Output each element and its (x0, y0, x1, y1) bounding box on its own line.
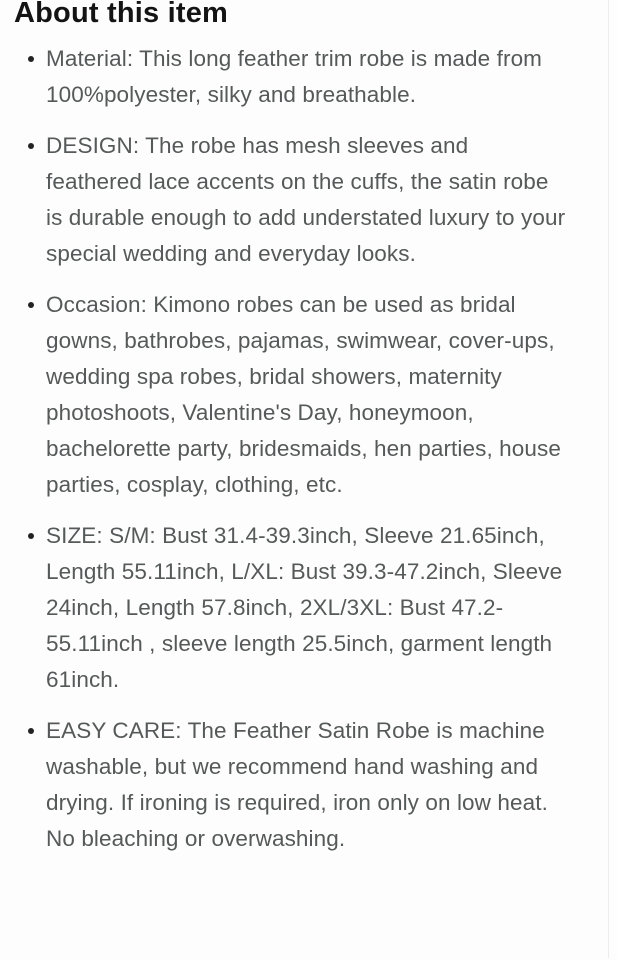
bullet-item-easy-care (46, 713, 570, 857)
bullet-text: Material: This long feather trim robe is made from 100%polyester, silky and breathable. (46, 46, 543, 107)
bullet-dot-icon (28, 302, 34, 308)
bullet-text: SIZE: S/M: Bust 31.4-39.3inch, Sleeve 21.65inch, Length 55.11inch, L/XL: Bust 39.3-47.2inch, Sleeve 24inch, Length 57.8inch, 2XL/3XL: Bust 47.2-55.11inch , sleeve length 25.5inch, garment length 61inch. (46, 523, 563, 692)
right-edge-divider (608, 0, 609, 958)
bullet-dot-icon (28, 56, 34, 62)
bullet-item-material (46, 41, 570, 113)
bullet-item-design (46, 128, 570, 272)
bullet-item-occasion (46, 287, 570, 503)
bullet-item-size (46, 518, 570, 698)
bullet-text: DESIGN: The robe has mesh sleeves and feathered lace accents on the cuffs, the satin robe is durable enough to add understated luxury to your special wedding and everyday looks. (46, 133, 566, 266)
bullet-dot-icon (28, 143, 34, 149)
bullet-dot-icon (28, 728, 34, 734)
bullet-text: EASY CARE: The Feather Satin Robe is machine washable, but we recommend hand washing and drying. If ironing is required, iron only on low heat. No bleaching or overwashing. (46, 718, 548, 851)
bullet-text: Occasion: Kimono robes can be used as bridal gowns, bathrobes, pajamas, swimwear, cover-ups, wedding spa robes, bridal showers, maternity photoshoots, Valentine's Day, honeymoon, bachelorette party, bridesmaids, hen parties, house parties, cosplay, clothing, etc. (46, 292, 561, 497)
bullet-list (14, 41, 570, 857)
section-title: About this item (14, 0, 229, 29)
bullet-dot-icon (28, 533, 34, 539)
